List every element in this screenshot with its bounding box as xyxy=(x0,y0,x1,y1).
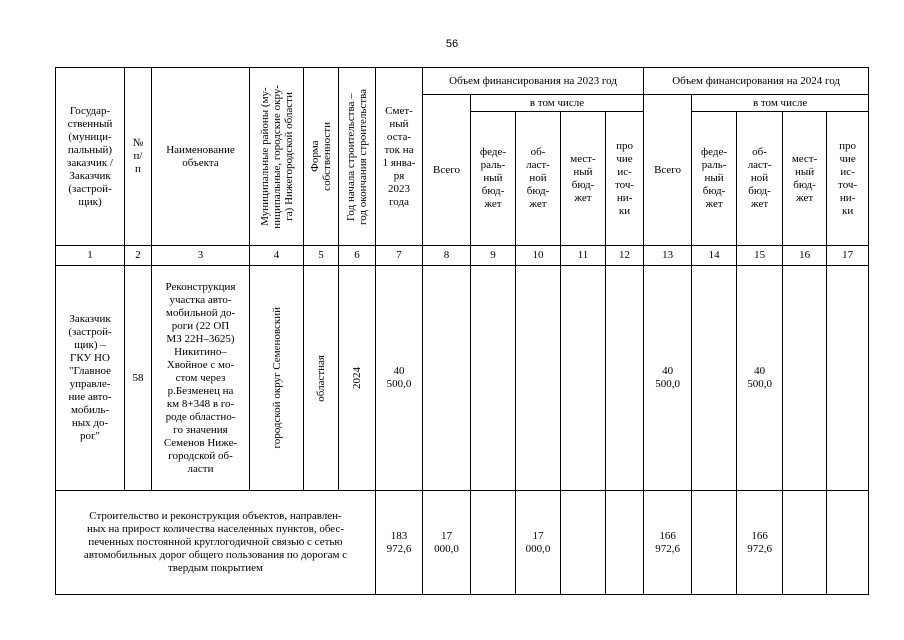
header-estimate: Смет- ный оста- ток на 1 янва- ря 2023 года xyxy=(376,68,423,246)
summary-regional-2024: 166 972,6 xyxy=(737,491,783,595)
row-years: 2024 xyxy=(351,367,363,389)
col-num-11: 11 xyxy=(561,246,606,266)
header-other-2023: про чие ис- точ- ни- ки xyxy=(606,112,644,246)
summary-estimate: 183 972,6 xyxy=(376,491,423,595)
row-federal-2024 xyxy=(692,266,737,491)
table-row xyxy=(56,266,869,491)
header-regional-2024: об- ласт- ной бюд- жет xyxy=(737,112,783,246)
col-num-17: 17 xyxy=(827,246,869,266)
summary-federal-2023 xyxy=(471,491,516,595)
summary-total-2023: 17 000,0 xyxy=(423,491,471,595)
row-federal-2023 xyxy=(471,266,516,491)
header-row-1 xyxy=(56,68,869,95)
col-num-13: 13 xyxy=(644,246,692,266)
row-local-2023 xyxy=(561,266,606,491)
header-customer: Государ- ственный (муници- пальный) заказчик / Заказчик (застрой- щик) xyxy=(56,68,125,246)
col-num-16: 16 xyxy=(783,246,827,266)
row-estimate: 40 500,0 xyxy=(376,266,423,491)
header-object-name: Наименование объекта xyxy=(152,68,250,246)
header-districts: Муниципальные районы (му- ниципальные, городские окру- га) Нижегородской области xyxy=(258,84,295,229)
summary-regional-2023: 17 000,0 xyxy=(516,491,561,595)
header-num: № п/ п xyxy=(125,68,152,246)
col-num-3: 3 xyxy=(152,246,250,266)
row-ownership: областная xyxy=(315,354,327,402)
header-incl-2023: в том числе xyxy=(471,95,644,112)
row-num: 58 xyxy=(125,266,152,491)
col-num-12: 12 xyxy=(606,246,644,266)
header-total-2023: Всего xyxy=(423,95,471,246)
header-local-2024: мест- ный бюд- жет xyxy=(783,112,827,246)
header-funding-2023: Объем финансирования на 2023 год xyxy=(423,68,644,95)
header-total-2024: Всего xyxy=(644,95,692,246)
col-num-15: 15 xyxy=(737,246,783,266)
col-num-1: 1 xyxy=(56,246,125,266)
col-num-7: 7 xyxy=(376,246,423,266)
row-total-2024: 40 500,0 xyxy=(644,266,692,491)
row-object-name: Реконструкция участка авто- мобильной до- роги (22 ОП МЗ 22Н–3625) Никитино– Хвойное с мо- стом через р.Безменец на км 8+348 в го- роде областно- го значения Семенов Ниже- городской об- ласти xyxy=(152,266,250,491)
row-years-cell xyxy=(339,266,376,491)
summary-federal-2024 xyxy=(692,491,737,595)
col-num-14: 14 xyxy=(692,246,737,266)
col-num-5: 5 xyxy=(304,246,339,266)
row-regional-2024: 40 500,0 xyxy=(737,266,783,491)
summary-label: Строительство и реконструкция объектов, направлен- ных на прирост количества населенных пунктов, обес- печенных постоянной круглогодичной связью с сетью автомобильных дорог общего пользования по дорогам с твердым покрытием xyxy=(56,491,376,595)
summary-total-2024: 166 972,6 xyxy=(644,491,692,595)
summary-other-2023 xyxy=(606,491,644,595)
header-ownership-cell xyxy=(304,68,339,246)
col-num-10: 10 xyxy=(516,246,561,266)
header-funding-2024: Объем финансирования на 2024 год xyxy=(644,68,869,95)
header-incl-2024: в том числе xyxy=(692,95,869,112)
header-regional-2023: об- ласт- ной бюд- жет xyxy=(516,112,561,246)
header-ownership: Форма собственности xyxy=(309,122,333,191)
header-districts-cell xyxy=(250,68,304,246)
column-numbers-row xyxy=(56,246,869,266)
header-local-2023: мест- ный бюд- жет xyxy=(561,112,606,246)
financing-table xyxy=(55,67,869,595)
page-number: 56 xyxy=(445,38,459,50)
row-district: городской округ Семеновский xyxy=(270,307,283,449)
header-federal-2024: феде- раль- ный бюд- жет xyxy=(692,112,737,246)
col-num-6: 6 xyxy=(339,246,376,266)
header-federal-2023: феде- раль- ный бюд- жет xyxy=(471,112,516,246)
row-other-2023 xyxy=(606,266,644,491)
col-num-2: 2 xyxy=(125,246,152,266)
summary-local-2023 xyxy=(561,491,606,595)
row-regional-2023 xyxy=(516,266,561,491)
row-ownership-cell xyxy=(304,266,339,491)
header-years: Год начала строительства – год окончания строительства xyxy=(345,88,369,225)
summary-row xyxy=(56,491,869,595)
col-num-9: 9 xyxy=(471,246,516,266)
header-years-cell xyxy=(339,68,376,246)
summary-other-2024 xyxy=(827,491,869,595)
row-customer: Заказчик (застрой- щик) – ГКУ НО "Главное управле- ние авто- мобиль- ных до- рог" xyxy=(56,266,125,491)
row-other-2024 xyxy=(827,266,869,491)
col-num-4: 4 xyxy=(250,246,304,266)
row-district-cell xyxy=(250,266,304,491)
col-num-8: 8 xyxy=(423,246,471,266)
header-other-2024: про чие ис- точ- ни- ки xyxy=(827,112,869,246)
summary-local-2024 xyxy=(783,491,827,595)
row-total-2023 xyxy=(423,266,471,491)
row-local-2024 xyxy=(783,266,827,491)
